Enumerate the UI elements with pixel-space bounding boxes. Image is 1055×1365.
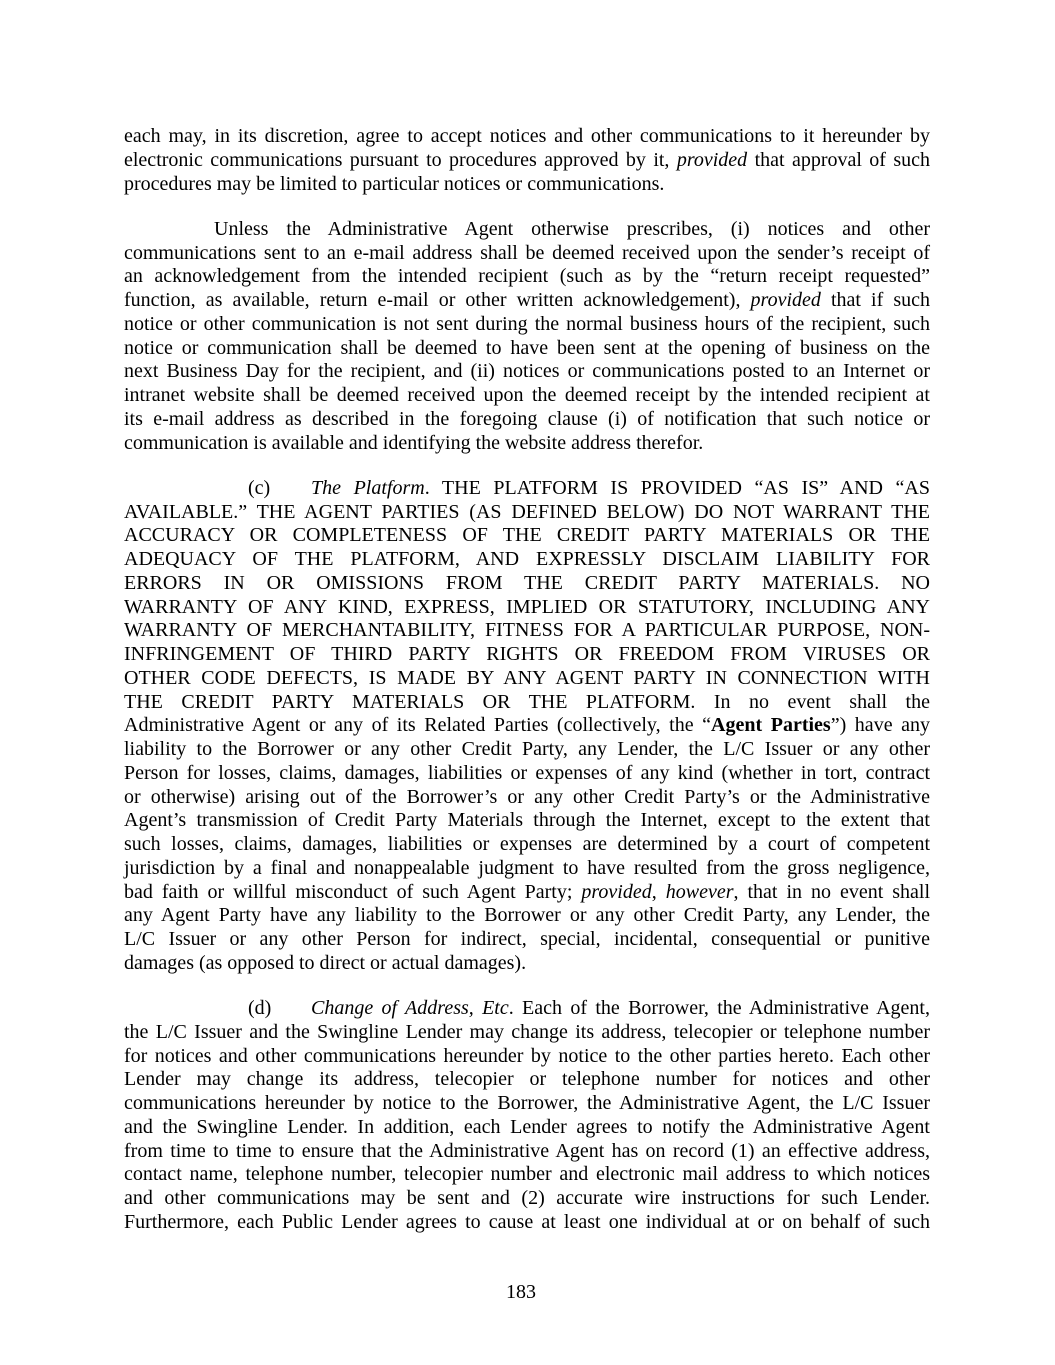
text-span: L/C Issuer or any other Person for indirect, special, incidental, consequential or punitive — [124, 928, 930, 950]
text-span: Furthermore, each Public Lender agrees to cause at least one individual at or on behalf of such — [124, 1210, 930, 1233]
text-span: ”) have any — [830, 714, 931, 737]
text-span: function, as available, return e-mail or other written acknowledgement), — [124, 289, 751, 311]
text-line — [124, 173, 930, 197]
text-span: Person for losses, claims, damages, liabilities or expenses of any kind (whether in tort, contract — [124, 761, 930, 784]
text-span: communication is available and identifying the website address therefor. — [124, 431, 704, 454]
text-span: notice or communication shall be deemed to have been sent at the opening of business on the — [124, 336, 930, 359]
text-line — [124, 809, 930, 833]
text-line — [124, 643, 930, 667]
italic-text: Change of Address, Etc — [311, 997, 509, 1019]
text-line — [124, 242, 930, 266]
text-line — [124, 313, 930, 337]
text-span: bad faith or willful misconduct of such Agent Party; — [124, 880, 582, 903]
text-line — [124, 125, 930, 149]
text-span: WARRANTY OF MERCHANTABILITY, FITNESS FOR A PARTICULAR PURPOSE, NON- — [124, 619, 930, 642]
text-line — [124, 524, 930, 548]
text-span: ADEQUACY OF THE PLATFORM, AND EXPRESSLY DISCLAIM LIABILITY FOR — [124, 548, 930, 570]
text-line — [124, 218, 930, 242]
text-span: from time to time to ensure that the Administrative Agent has on record (1) an effective address, — [124, 1139, 930, 1162]
text-span: such losses, claims, damages, liabilities or expenses are determined by a court of competent — [124, 833, 930, 855]
text-span: the L/C Issuer and the Swingline Lender may change its address, telecopier or telephone number — [124, 1020, 930, 1043]
text-span: jurisdiction by a final and nonappealable judgment to have resulted from the gross negligence, — [124, 856, 930, 879]
italic-text: however — [665, 880, 734, 903]
text-line — [124, 408, 930, 432]
text-span: each may, in its discretion, agree to accept notices and other communications to it hereunder by — [124, 125, 930, 147]
text-span: intranet website shall be deemed received upon the deemed receipt by the intended recipient at — [124, 384, 930, 406]
text-line — [124, 997, 930, 1021]
text-span: THE CREDIT PARTY MATERIALS OR THE PLATFORM. In no event shall the — [124, 690, 930, 713]
text-span: notice or other communication is not sent during the normal business hours of the recipient, such — [124, 312, 930, 335]
text-span: contact name, telephone number, telecopier number and electronic mail address to which notices — [124, 1163, 930, 1186]
italic-text: provided — [581, 880, 652, 903]
text-span: its e-mail address as described in the foregoing clause (i) of notification that such notice or — [124, 407, 930, 430]
text-line — [124, 881, 930, 905]
text-line — [124, 857, 930, 881]
text-span: Agent’s transmission of Credit Party Materials through the Internet, except to the extent that — [124, 809, 930, 832]
text-line — [124, 833, 930, 857]
text-line — [124, 691, 930, 715]
text-span: and the Swingline Lender. In addition, each Lender agrees to notify the Administrative Agent — [124, 1115, 930, 1138]
text-line — [124, 619, 930, 643]
text-span: communications hereunder by notice to the Borrower, the Administrative Agent, the L/C Issuer — [124, 1092, 930, 1114]
text-span: Administrative Agent or any of its Related Parties (collectively, the “ — [124, 714, 712, 737]
text-line — [124, 1068, 930, 1092]
text-span: damages (as opposed to direct or actual damages). — [124, 951, 527, 974]
text-span: procedures may be limited to particular notices or communications. — [124, 172, 665, 195]
text-span: AVAILABLE.” THE AGENT PARTIES (AS DEFINED BELOW) DO NOT WARRANT THE — [124, 500, 930, 523]
text-line — [124, 762, 930, 786]
text-span: . THE PLATFORM IS PROVIDED “AS IS” AND “AS — [424, 476, 930, 499]
text-span: any Agent Party have any liability to the Borrower or any other Credit Party, any Lender, the — [124, 904, 930, 927]
text-line — [124, 337, 930, 361]
text-line — [124, 1163, 930, 1187]
text-span: . Each of the Borrower, the Administrative Agent, — [508, 997, 930, 1019]
text-span: and other communications may be sent and (2) accurate wire instructions for such Lender. — [124, 1187, 930, 1209]
text-span: liability to the Borrower or any other Credit Party, any Lender, the L/C Issuer or any other — [124, 738, 930, 760]
text-line — [124, 738, 930, 762]
italic-text: provided — [750, 289, 821, 311]
text-line — [124, 265, 930, 289]
section-label: (c) — [248, 476, 271, 499]
text-line — [124, 714, 930, 738]
page-number: 183 — [506, 1281, 536, 1303]
text-line — [124, 501, 930, 525]
text-line — [124, 1045, 930, 1069]
text-span: Lender may change its address, telecopier or telephone number for notices and other — [124, 1068, 930, 1091]
bold-defined-term: Agent Parties — [711, 714, 831, 737]
text-span: that if such — [820, 289, 930, 311]
text-span: electronic communications pursuant to procedures approved by it, — [124, 148, 677, 171]
text-span: an acknowledgement from the intended recipient (such as by the “return receipt requested” — [124, 265, 930, 288]
text-line — [124, 384, 930, 408]
text-span: WARRANTY OF ANY KIND, EXPRESS, IMPLIED OR STATUTORY, INCLUDING ANY — [124, 595, 930, 618]
text-line — [124, 1092, 930, 1116]
text-span: next Business Day for the recipient, and (ii) notices or communications posted to an Internet or — [124, 360, 930, 383]
paragraph — [124, 125, 930, 196]
paragraph — [124, 477, 930, 976]
text-line — [124, 572, 930, 596]
italic-text: The Platform — [311, 476, 425, 499]
text-line — [124, 149, 930, 173]
text-span: ACCURACY OR COMPLETENESS OF THE CREDIT PARTY MATERIALS OR THE — [124, 524, 930, 547]
text-line — [124, 596, 930, 620]
text-line — [124, 786, 930, 810]
text-line — [124, 1021, 930, 1045]
text-span: , — [651, 880, 666, 903]
text-line — [124, 952, 930, 976]
text-span: for notices and other communications hereunder by notice to the other parties hereto. Each other — [124, 1044, 930, 1067]
text-line — [124, 1140, 930, 1164]
text-span: communications sent to an e-mail address shall be deemed received upon the sender’s receipt of — [124, 241, 930, 264]
paragraph — [124, 997, 930, 1235]
text-line — [124, 1187, 930, 1211]
text-span: that approval of such — [747, 148, 931, 171]
text-line — [124, 360, 930, 384]
document-body — [124, 125, 930, 1256]
text-line — [124, 1211, 930, 1235]
text-line — [124, 1116, 930, 1140]
section-label: (d) — [248, 997, 272, 1019]
italic-text: provided — [676, 148, 748, 171]
text-span: , that in no event shall — [733, 880, 931, 903]
text-line — [124, 289, 930, 313]
text-line — [124, 432, 930, 456]
text-span: or otherwise) arising out of the Borrower’s or any other Credit Party’s or the Administrative — [124, 785, 930, 808]
text-span: Unless the Administrative Agent otherwise prescribes, (i) notices and other — [214, 217, 930, 240]
text-line — [124, 667, 930, 691]
text-span: INFRINGEMENT OF THIRD PARTY RIGHTS OR FREEDOM FROM VIRUSES OR — [124, 643, 930, 665]
text-span: OTHER CODE DEFECTS, IS MADE BY ANY AGENT PARTY IN CONNECTION WITH — [124, 666, 930, 689]
text-span: ERRORS IN OR OMISSIONS FROM THE CREDIT PARTY MATERIALS. NO — [124, 571, 930, 594]
text-line — [124, 548, 930, 572]
text-line — [124, 904, 930, 928]
text-line — [124, 477, 930, 501]
text-line — [124, 928, 930, 952]
paragraph — [124, 218, 930, 456]
